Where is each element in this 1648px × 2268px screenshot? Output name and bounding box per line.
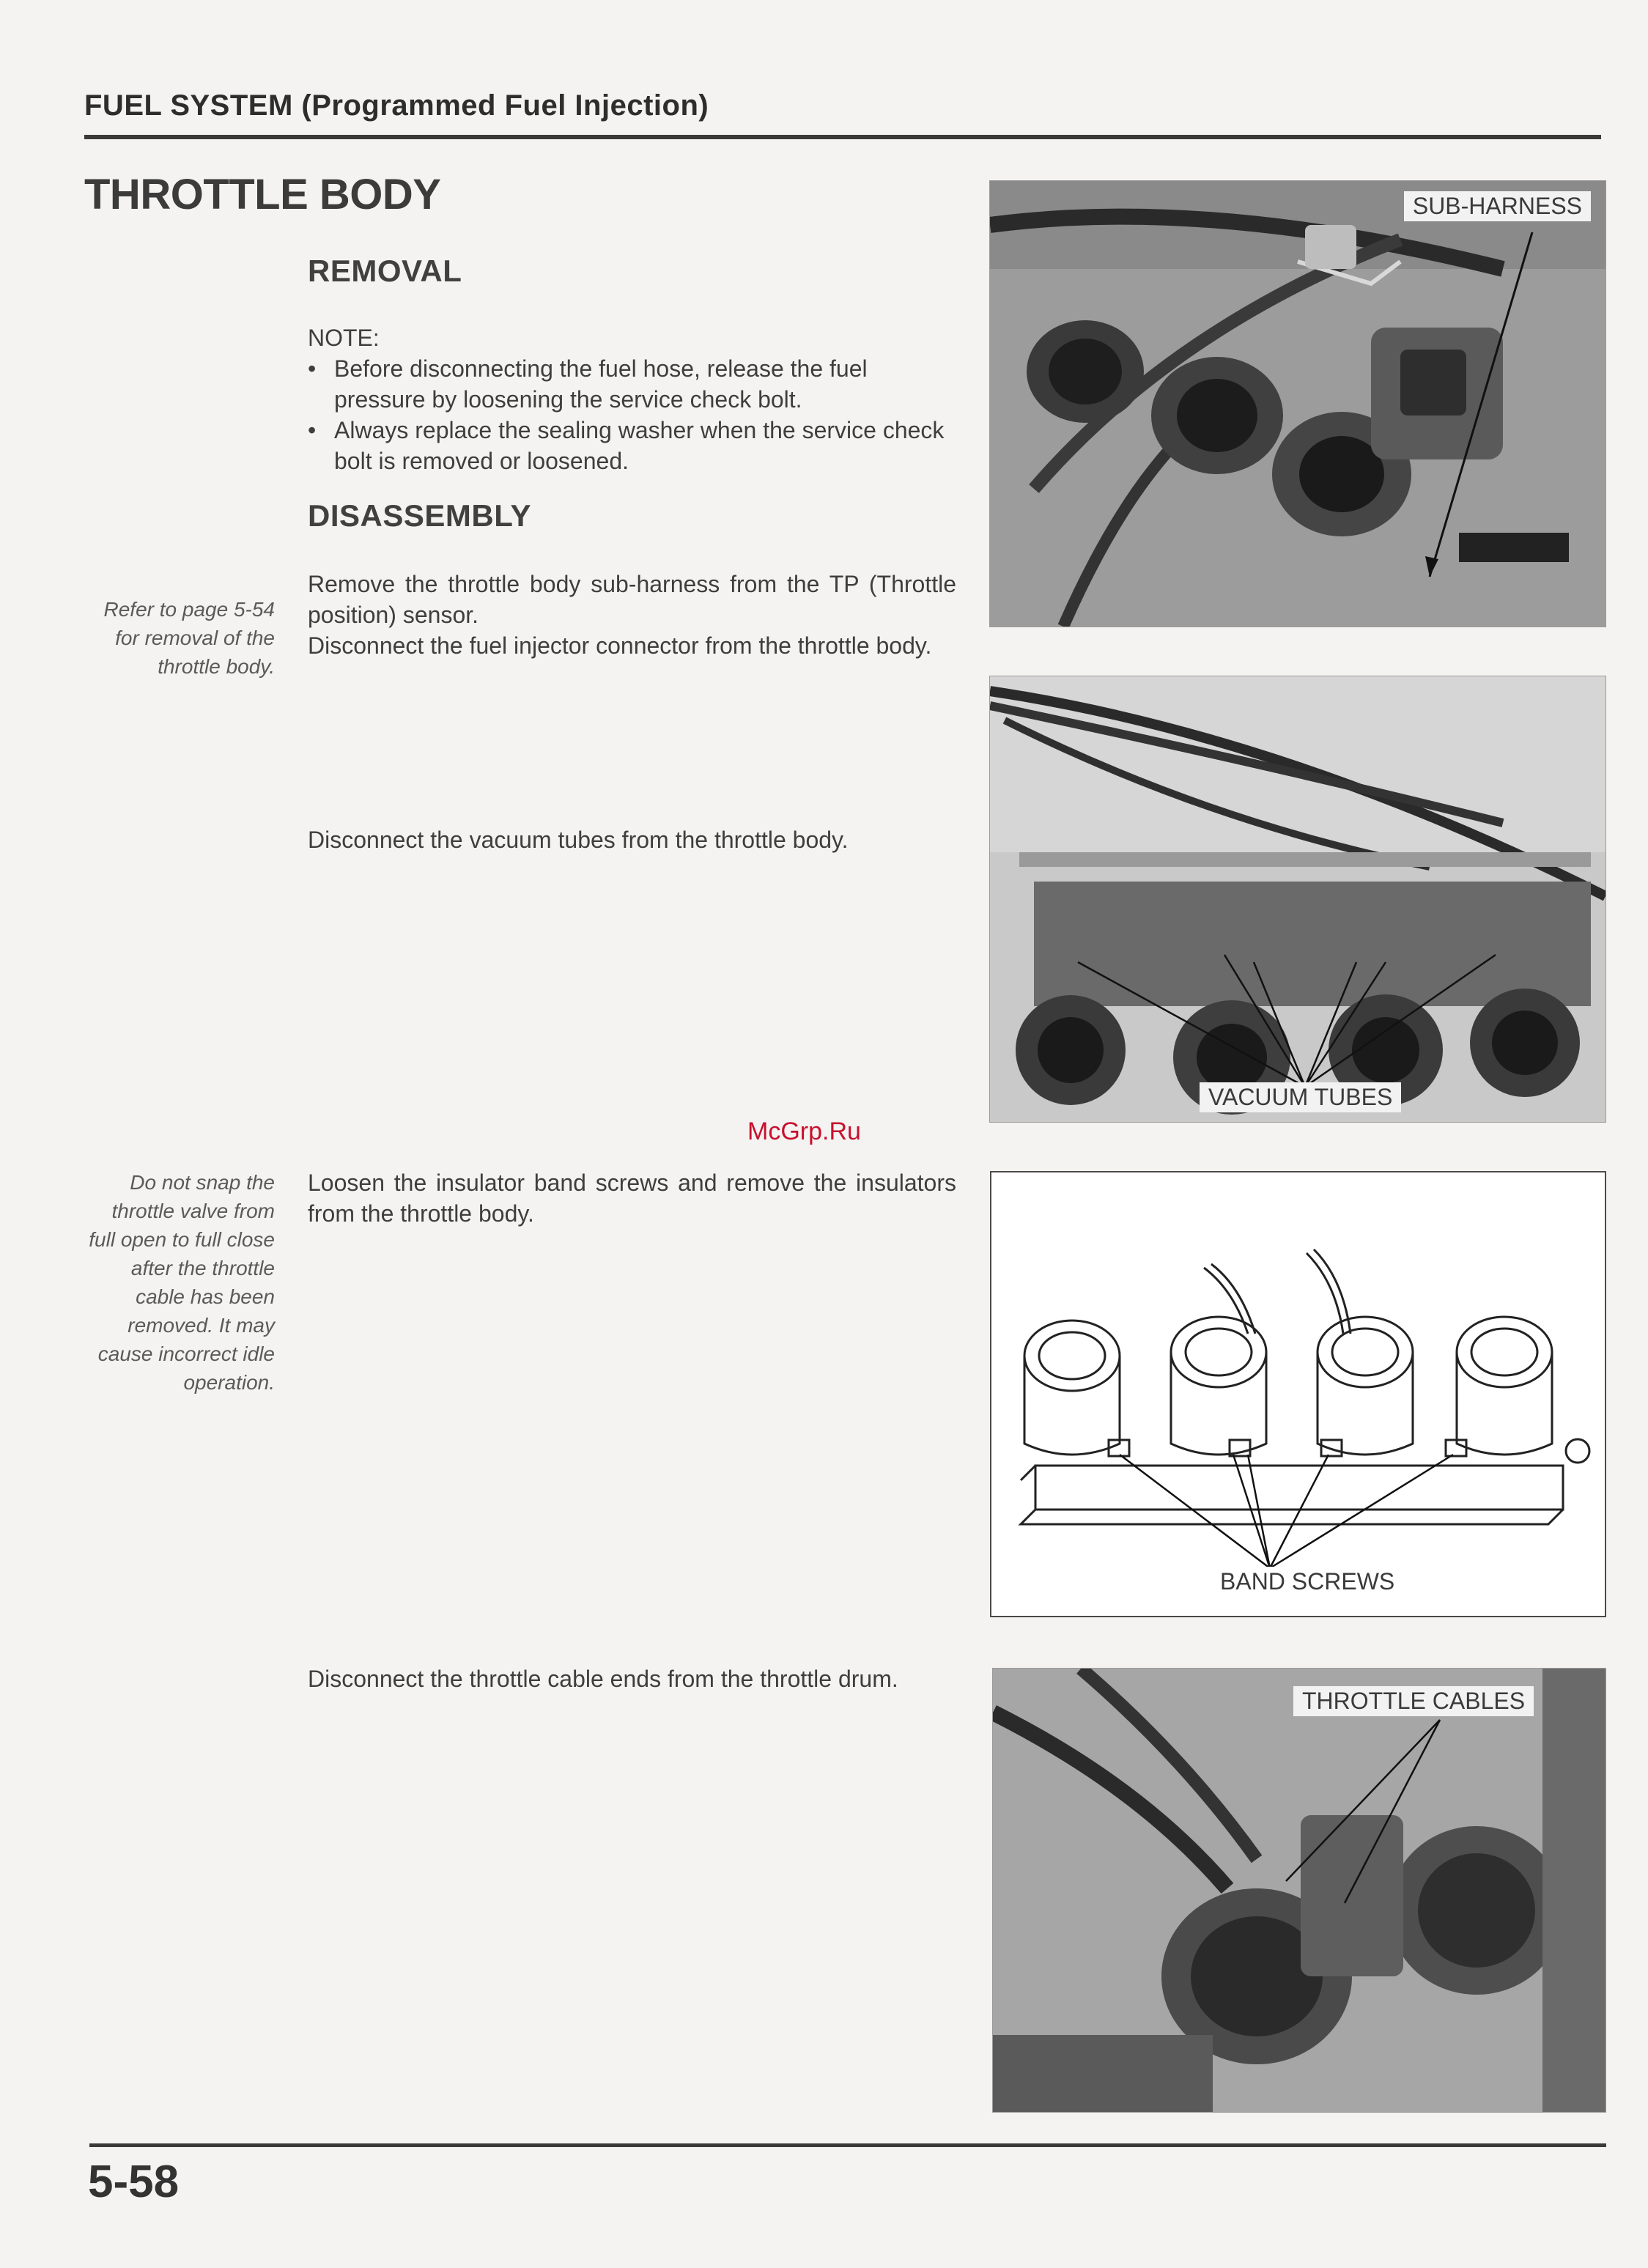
throttle-cables-label: THROTTLE CABLES [1293, 1686, 1534, 1716]
vacuum-tubes-label: VACUUM TUBES [1200, 1082, 1401, 1112]
section-title: FUEL SYSTEM [84, 89, 293, 122]
throttle-cables-photo-illustration [993, 1669, 1605, 2112]
disassembly-heading: DISASSEMBLY [308, 498, 532, 533]
note-label: NOTE: [308, 325, 380, 351]
header-rule [84, 135, 1601, 139]
footer-rule [89, 2143, 1606, 2147]
figure-vacuum-tubes [989, 676, 1606, 1123]
step-sub-harness [308, 569, 956, 661]
section-header [84, 89, 709, 122]
page-title: THROTTLE BODY [84, 171, 441, 218]
margin-note-refer: Refer to page 5-54 for removal of the throttle body. [103, 598, 275, 678]
step-sub-harness-text: Remove the throttle body sub-harness from the TP (Throttle position) sensor. [308, 571, 956, 628]
band-screws-line-drawing [991, 1172, 1605, 1616]
section-subtitle: (Programmed Fuel Injection) [301, 89, 709, 122]
figure-sub-harness [989, 180, 1606, 627]
sub-harness-photo-illustration [990, 181, 1605, 627]
watermark: McGrp.Ru [747, 1118, 861, 1145]
step-injector-text: Disconnect the fuel injector connector from the throttle body. [308, 632, 932, 659]
figure-band-screws [990, 1171, 1606, 1617]
note-block [308, 322, 956, 476]
band-screws-label: BAND SCREWS [1211, 1567, 1403, 1597]
removal-heading: REMOVAL [308, 254, 462, 288]
margin-note-caution: Do not snap the throttle valve from full open to full close after the throttle cable has been removed. It may cause incorrect idle operation. [89, 1171, 275, 1394]
page-number: 5-58 [88, 2157, 180, 2207]
note-bullet-2: • Always replace the sealing washer when the service check bolt is removed or loosened. [308, 415, 956, 476]
step-vacuum-tubes: Disconnect the vacuum tubes from the throttle body. [308, 827, 849, 853]
note-bullet-1: • Before disconnecting the fuel hose, release the fuel pressure by loosening the service check bolt. [308, 353, 956, 415]
step-band-screws: Loosen the insulator band screws and remove the insulators from the throttle body. [308, 1170, 956, 1227]
vacuum-tubes-photo-illustration [990, 676, 1605, 1122]
figure-throttle-cables [992, 1668, 1606, 2113]
sub-harness-label: SUB-HARNESS [1404, 191, 1591, 221]
step-throttle-cables: Disconnect the throttle cable ends from the throttle drum. [308, 1666, 898, 1692]
